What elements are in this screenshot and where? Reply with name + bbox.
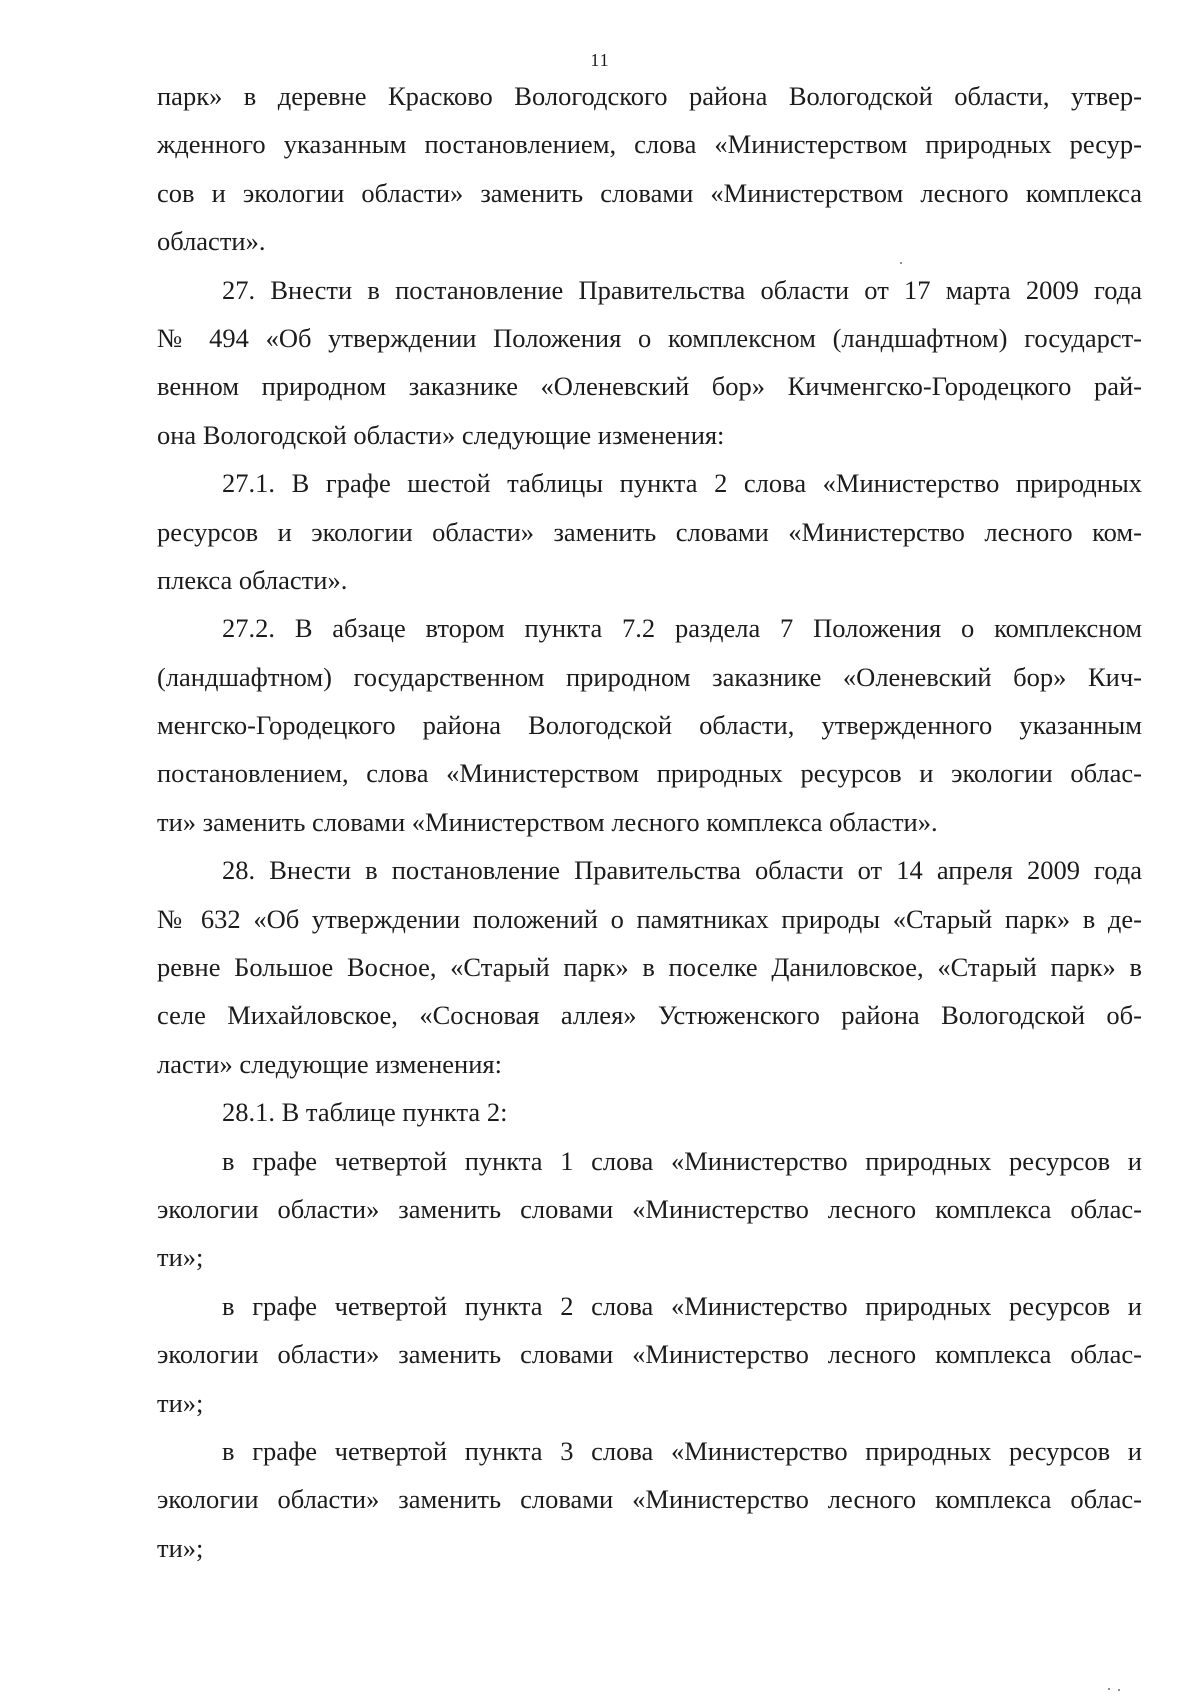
paragraph: [157, 1137, 1142, 1282]
text-line: ти» заменить словами «Министерством лесного комплекса области».: [157, 806, 938, 837]
scan-speck: [900, 262, 902, 264]
text-line: ресурсов и экологии области» заменить словами «Министерство лесного ком-: [157, 516, 1142, 547]
document-body: [157, 72, 1142, 1572]
text-line: ти»;: [157, 1387, 204, 1418]
text-line: парк» в деревне Красково Вологодского района Вологодской области, утвер-: [157, 81, 1142, 111]
page-number: 11: [590, 50, 610, 70]
text-line: в графе четвертой пункта 2 слова «Министерство природных ресурсов и: [222, 1290, 1142, 1321]
text-line: плекса области».: [157, 564, 348, 595]
paragraph: [157, 72, 1142, 266]
text-line: сов и экологии области» заменить словами «Министерством лесного комплекса: [157, 177, 1142, 208]
paragraph: [157, 1088, 1142, 1136]
paragraph: [157, 459, 1142, 604]
text-line: № 494 «Об утверждении Положения о комплексном (ландшафтном) государст-: [157, 322, 1142, 353]
text-line: 28.1. В таблице пункта 2:: [222, 1097, 508, 1128]
text-line: экологии области» заменить словами «Министерство лесного комплекса облас-: [157, 1339, 1142, 1370]
text-line: ласти» следующие изменения:: [157, 1048, 502, 1079]
text-line: 28. Внести в постановление Правительства области от 14 апреля 2009 года: [222, 855, 1142, 886]
paragraph: [157, 846, 1142, 1088]
text-line: она Вологодской области» следующие изменения:: [157, 419, 725, 450]
text-line: ти»;: [157, 1532, 204, 1563]
scan-speck: [1108, 1688, 1110, 1690]
text-line: жденного указанным постановлением, слова «Министерством природных ресур-: [157, 129, 1142, 160]
text-line: 27.2. В абзаце втором пункта 7.2 раздела 7 Положения о комплексном: [222, 613, 1142, 644]
text-line: № 632 «Об утверждении положений о памятниках природы «Старый парк» в де-: [157, 903, 1142, 934]
text-line: селе Михайловское, «Сосновая аллея» Устюженского района Вологодской об-: [157, 1000, 1142, 1031]
text-line: ревне Большое Восное, «Старый парк» в поселке Даниловское, «Старый парк» в: [157, 952, 1142, 983]
text-line: ти»;: [157, 1242, 204, 1273]
paragraph: [157, 604, 1142, 846]
text-line: постановлением, слова «Министерством природных ресурсов и экологии облас-: [157, 758, 1142, 789]
paragraph: [157, 266, 1142, 460]
text-line: 27. Внести в постановление Правительства области от 17 марта 2009 года: [222, 274, 1142, 305]
text-line: в графе четвертой пункта 1 слова «Министерство природных ресурсов и: [222, 1145, 1142, 1176]
text-line: области».: [157, 226, 266, 257]
text-line: менгско-Городецкого района Вологодской области, утвержденного указанным: [157, 710, 1142, 741]
text-line: (ландшафтном) государственном природном заказнике «Оленевский бор» Кич-: [157, 661, 1142, 692]
text-line: 27.1. В графе шестой таблицы пункта 2 слова «Министерство природных: [222, 468, 1142, 499]
scan-speck: [1118, 1689, 1120, 1691]
text-line: в графе четвертой пункта 3 слова «Министерство природных ресурсов и: [222, 1435, 1142, 1466]
paragraph: [157, 1282, 1142, 1427]
paragraph: [157, 1427, 1142, 1572]
text-line: экологии области» заменить словами «Министерство лесного комплекса облас-: [157, 1484, 1142, 1515]
text-line: экологии области» заменить словами «Министерство лесного комплекса облас-: [157, 1193, 1142, 1224]
text-line: венном природном заказнике «Оленевский бор» Кичменгско-Городецкого рай-: [157, 371, 1142, 402]
